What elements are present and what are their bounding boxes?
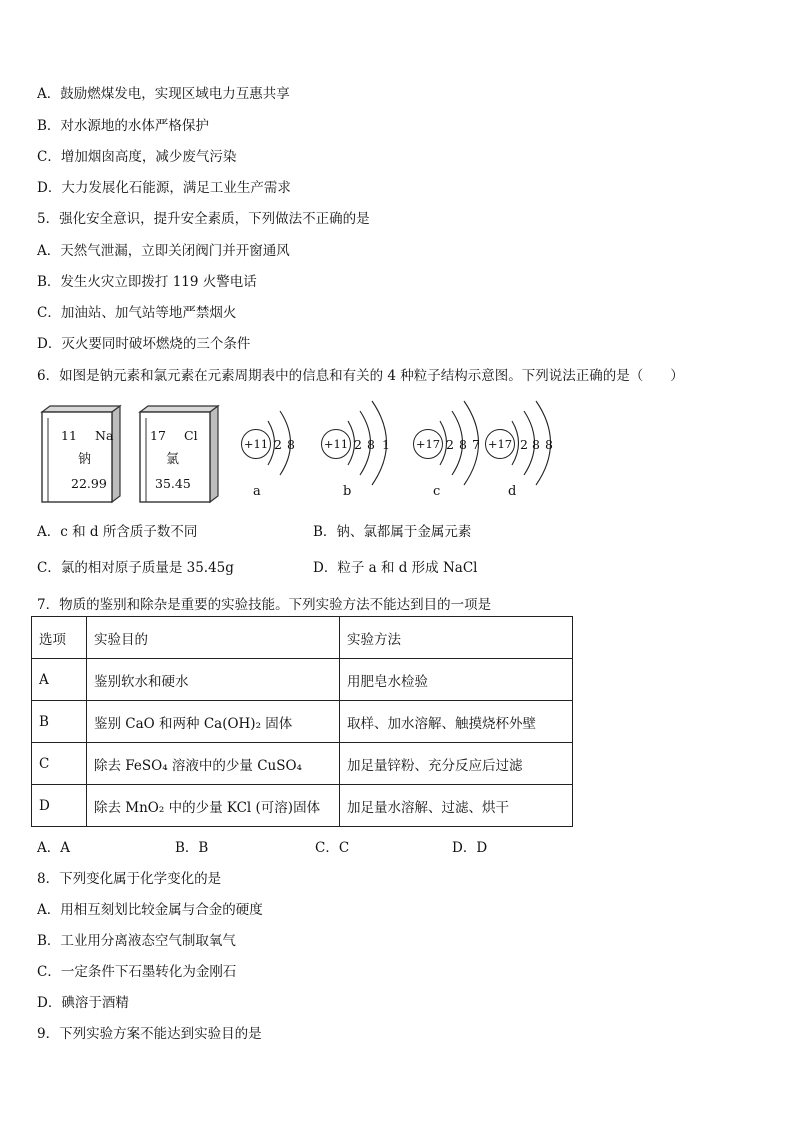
row-method: 加足量锌粉、充分反应后过滤	[340, 743, 573, 785]
tile-chlorine-symbol: Cl	[184, 428, 198, 443]
atom-a-shell-2: 8	[287, 437, 295, 452]
q6-stem: 6．如图是钠元素和氯元素在元素周期表中的信息和有关的 4 种粒子结构示意图。下列说法正确的是（ ）	[37, 368, 684, 384]
q6-option-a: A．c 和 d 所含质子数不同	[37, 524, 198, 540]
atom-d-nucleus: +17	[485, 429, 515, 459]
table-header-row	[32, 617, 573, 659]
q7-answer-a: A．A	[37, 840, 70, 856]
q8-option-b: B．工业用分离液态空气制取氧气	[37, 933, 236, 949]
tile-chlorine-number: 17	[150, 428, 166, 443]
row-purpose: 鉴别软水和硬水	[87, 659, 340, 701]
table-row	[32, 659, 573, 701]
atom-b-label: b	[343, 484, 352, 499]
row-option: C	[32, 743, 87, 785]
q7-answer-b: B．B	[175, 840, 209, 856]
atom-a-label: a	[253, 484, 261, 499]
tile-sodium-mass: 22.99	[71, 476, 107, 491]
q7-answer-d: D．D	[452, 840, 488, 856]
q8-stem: 8．下列变化属于化学变化的是	[37, 871, 222, 887]
q5-option-c: C．加油站、加气站等地严禁烟火	[37, 305, 237, 321]
q5-option-d: D．灭火要同时破坏燃烧的三个条件	[37, 336, 251, 352]
row-option: A	[32, 659, 87, 701]
atom-d-shell-2: 8	[532, 437, 540, 452]
row-option: B	[32, 701, 87, 743]
atom-d-label: d	[508, 484, 517, 499]
atom-d-shell-3: 8	[545, 437, 553, 452]
experiment-table	[31, 616, 573, 827]
atom-a-nucleus: +11	[241, 429, 271, 459]
row-purpose: 除去 FeSO₄ 溶液中的少量 CuSO₄	[87, 743, 340, 785]
q8-option-d: D．碘溶于酒精	[37, 995, 129, 1011]
element-tiles-figure	[40, 404, 230, 509]
q6-option-d: D．粒子 a 和 d 形成 NaCl	[313, 560, 478, 576]
header-purpose: 实验目的	[87, 617, 340, 659]
atom-c-shell-1: 2	[446, 437, 454, 452]
q8-option-a: A．用相互刻划比较金属与合金的硬度	[37, 902, 263, 918]
q8-option-c: C．一定条件下石墨转化为金刚石	[37, 964, 237, 980]
q4-option-b: B．对水源地的水体严格保护	[37, 118, 209, 134]
atom-b-nucleus: +11	[321, 429, 351, 459]
atom-c-shell-2: 8	[459, 437, 467, 452]
q5-stem: 5．强化安全意识，提升安全素质，下列做法不正确的是	[37, 211, 370, 227]
table-row	[32, 701, 573, 743]
q9-stem: 9．下列实验方案不能达到实验目的是	[37, 1026, 262, 1042]
q7-stem: 7．物质的鉴别和除杂是重要的实验技能。下列实验方法不能达到目的一项是	[37, 597, 492, 613]
q4-option-c: C．增加烟囱高度，减少废气污染	[37, 149, 237, 165]
header-method: 实验方法	[340, 617, 573, 659]
table-row	[32, 785, 573, 827]
tile-chlorine-name: 氯	[166, 452, 180, 467]
q5-option-a: A．天然气泄漏，立即关闭阀门并开窗通风	[37, 243, 290, 259]
tile-sodium-number: 11	[61, 428, 77, 443]
q5-option-b: B．发生火灾立即拨打 119 火警电话	[37, 274, 257, 290]
row-purpose: 鉴别 CaO 和两种 Ca(OH)₂ 固体	[87, 701, 340, 743]
atom-c-shell-3: 7	[472, 437, 480, 452]
atom-d-shell-1: 2	[520, 437, 528, 452]
tile-sodium-name: 钠	[78, 452, 92, 467]
header-option: 选项	[32, 617, 87, 659]
row-method: 取样、加水溶解、触摸烧杯外壁	[340, 701, 573, 743]
atom-b-shell-2: 8	[367, 437, 375, 452]
q4-option-a: A．鼓励燃煤发电，实现区域电力互惠共享	[37, 86, 290, 102]
row-method: 用肥皂水检验	[340, 659, 573, 701]
q6-option-c: C．氯的相对原子质量是 35.45g	[37, 560, 234, 576]
tile-chlorine-mass: 35.45	[155, 476, 191, 491]
row-purpose: 除去 MnO₂ 中的少量 KCl (可溶)固体	[87, 785, 340, 827]
atom-c-label: c	[433, 484, 441, 499]
atom-a-shell-1: 2	[274, 437, 282, 452]
q6-option-b: B．钠、氯都属于金属元素	[313, 524, 472, 540]
row-method: 加足量水溶解、过滤、烘干	[340, 785, 573, 827]
atom-b-shell-3: 1	[382, 437, 390, 452]
tile-sodium-symbol: Na	[95, 428, 114, 443]
atom-b-shell-1: 2	[354, 437, 362, 452]
q4-option-d: D．大力发展化石能源，满足工业生产需求	[37, 180, 291, 196]
q7-answer-c: C．C	[315, 840, 350, 856]
atom-c-nucleus: +17	[413, 429, 443, 459]
table-row	[32, 743, 573, 785]
row-option: D	[32, 785, 87, 827]
